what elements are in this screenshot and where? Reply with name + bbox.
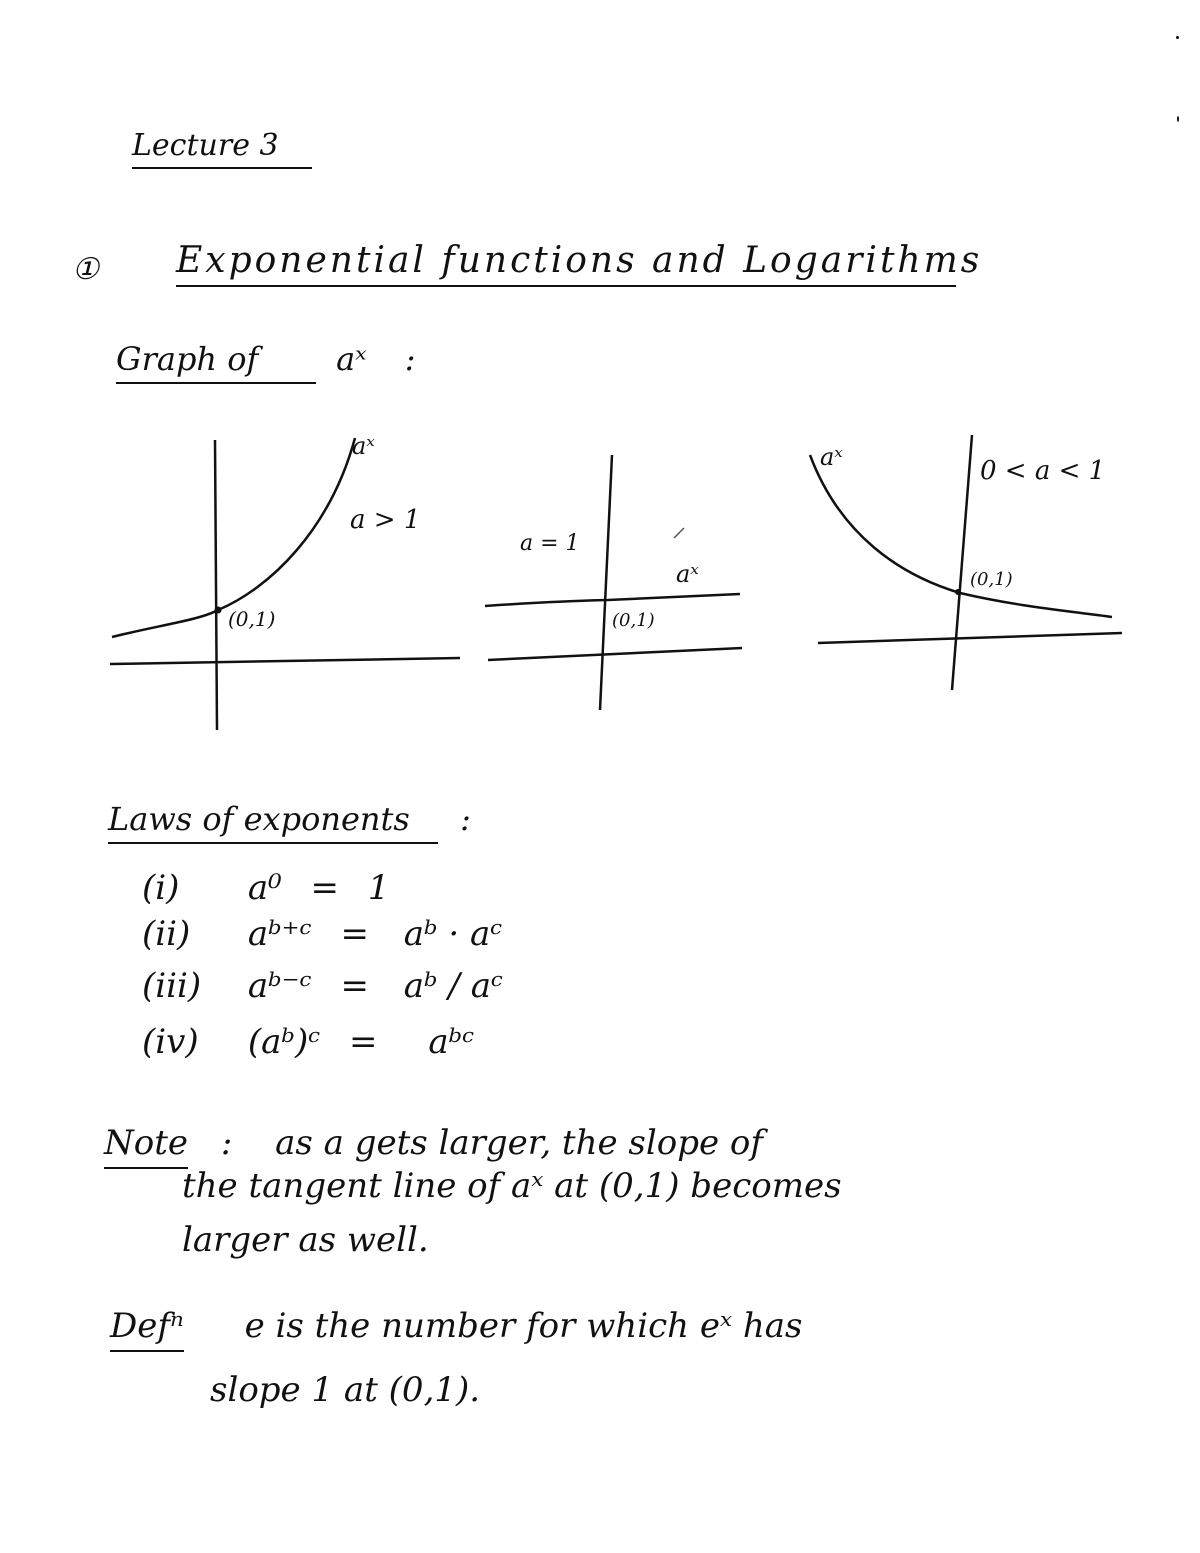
note-separator: :: [220, 1123, 233, 1163]
condition-label: a = 1: [520, 531, 580, 556]
condition-label: a > 1: [350, 505, 421, 535]
note-block: [104, 1120, 763, 1166]
section-number: ①: [72, 252, 99, 287]
law-rhs: aᵇ / aᶜ: [403, 966, 503, 1006]
law-eq: =: [340, 914, 369, 954]
pencil-mark: [674, 528, 684, 538]
curve-label: aˣ: [676, 560, 699, 588]
law-lhs: (aᵇ)ᶜ: [247, 1022, 321, 1062]
point-label: (0,1): [612, 610, 655, 631]
laws-heading-colon: :: [460, 800, 471, 838]
law-eq: =: [340, 966, 369, 1006]
scan-speck: [1176, 36, 1179, 39]
law-lhs: aᵇ⁺ᶜ: [247, 914, 312, 954]
law-row: [142, 868, 389, 908]
graph-heading-expr: aˣ: [336, 340, 367, 378]
definition-line-1: e is the number for which eˣ has: [244, 1306, 803, 1346]
x-axis: [110, 658, 460, 664]
law-rhs: aᵇᶜ: [428, 1022, 475, 1062]
definition-label: Defⁿ: [110, 1306, 184, 1352]
graph-heading-label: Graph of: [116, 340, 316, 384]
law-row: [142, 966, 503, 1006]
curve-label: aˣ: [352, 432, 375, 460]
definition-line-2: slope 1 at (0,1).: [210, 1370, 481, 1410]
note-line-1: as a gets larger, the slope of: [275, 1123, 763, 1163]
intercept-point: [955, 589, 961, 595]
law-rhs: aᵇ · aᶜ: [403, 914, 503, 954]
laws-heading: [108, 800, 471, 844]
law-row: [142, 914, 502, 954]
law-row: [142, 1022, 474, 1062]
note-line-2: the tangent line of aˣ at (0,1) becomes: [182, 1166, 842, 1206]
section-title: Exponential functions and Logarithms: [176, 240, 956, 287]
y-axis: [215, 440, 217, 730]
graph-a-greater-1: [100, 420, 480, 740]
condition-label: 0 < a < 1: [980, 456, 1106, 486]
curve-label: aˣ: [820, 443, 843, 471]
flat-curve: [485, 594, 740, 606]
law-number: (i): [142, 868, 180, 908]
x-axis: [488, 648, 742, 660]
note-line-3: larger as well.: [182, 1220, 429, 1260]
law-number: (ii): [142, 914, 191, 954]
definition-block: [110, 1306, 802, 1346]
lecture-title: Lecture 3: [132, 128, 312, 169]
law-number: (iv): [142, 1022, 199, 1062]
graph-a-between-0-1: [800, 425, 1130, 700]
intercept-point: [215, 607, 222, 614]
graph-heading-colon: :: [404, 340, 416, 378]
law-eq: =: [310, 868, 340, 908]
x-axis: [818, 633, 1122, 643]
laws-heading-label: Laws of exponents: [108, 800, 438, 844]
graph-heading: [116, 340, 416, 384]
y-axis: [600, 455, 612, 710]
y-axis: [952, 435, 972, 690]
law-number: (iii): [142, 966, 202, 1006]
note-label: Note: [104, 1123, 188, 1169]
law-lhs: a⁰: [247, 868, 282, 908]
law-lhs: aᵇ⁻ᶜ: [247, 966, 312, 1006]
scan-speck: [1177, 116, 1179, 122]
point-label: (0,1): [228, 607, 276, 631]
graph-a-equals-1: [480, 450, 760, 720]
point-label: (0,1): [970, 569, 1013, 590]
law-rhs: 1: [367, 868, 390, 908]
law-eq: =: [349, 1022, 378, 1062]
